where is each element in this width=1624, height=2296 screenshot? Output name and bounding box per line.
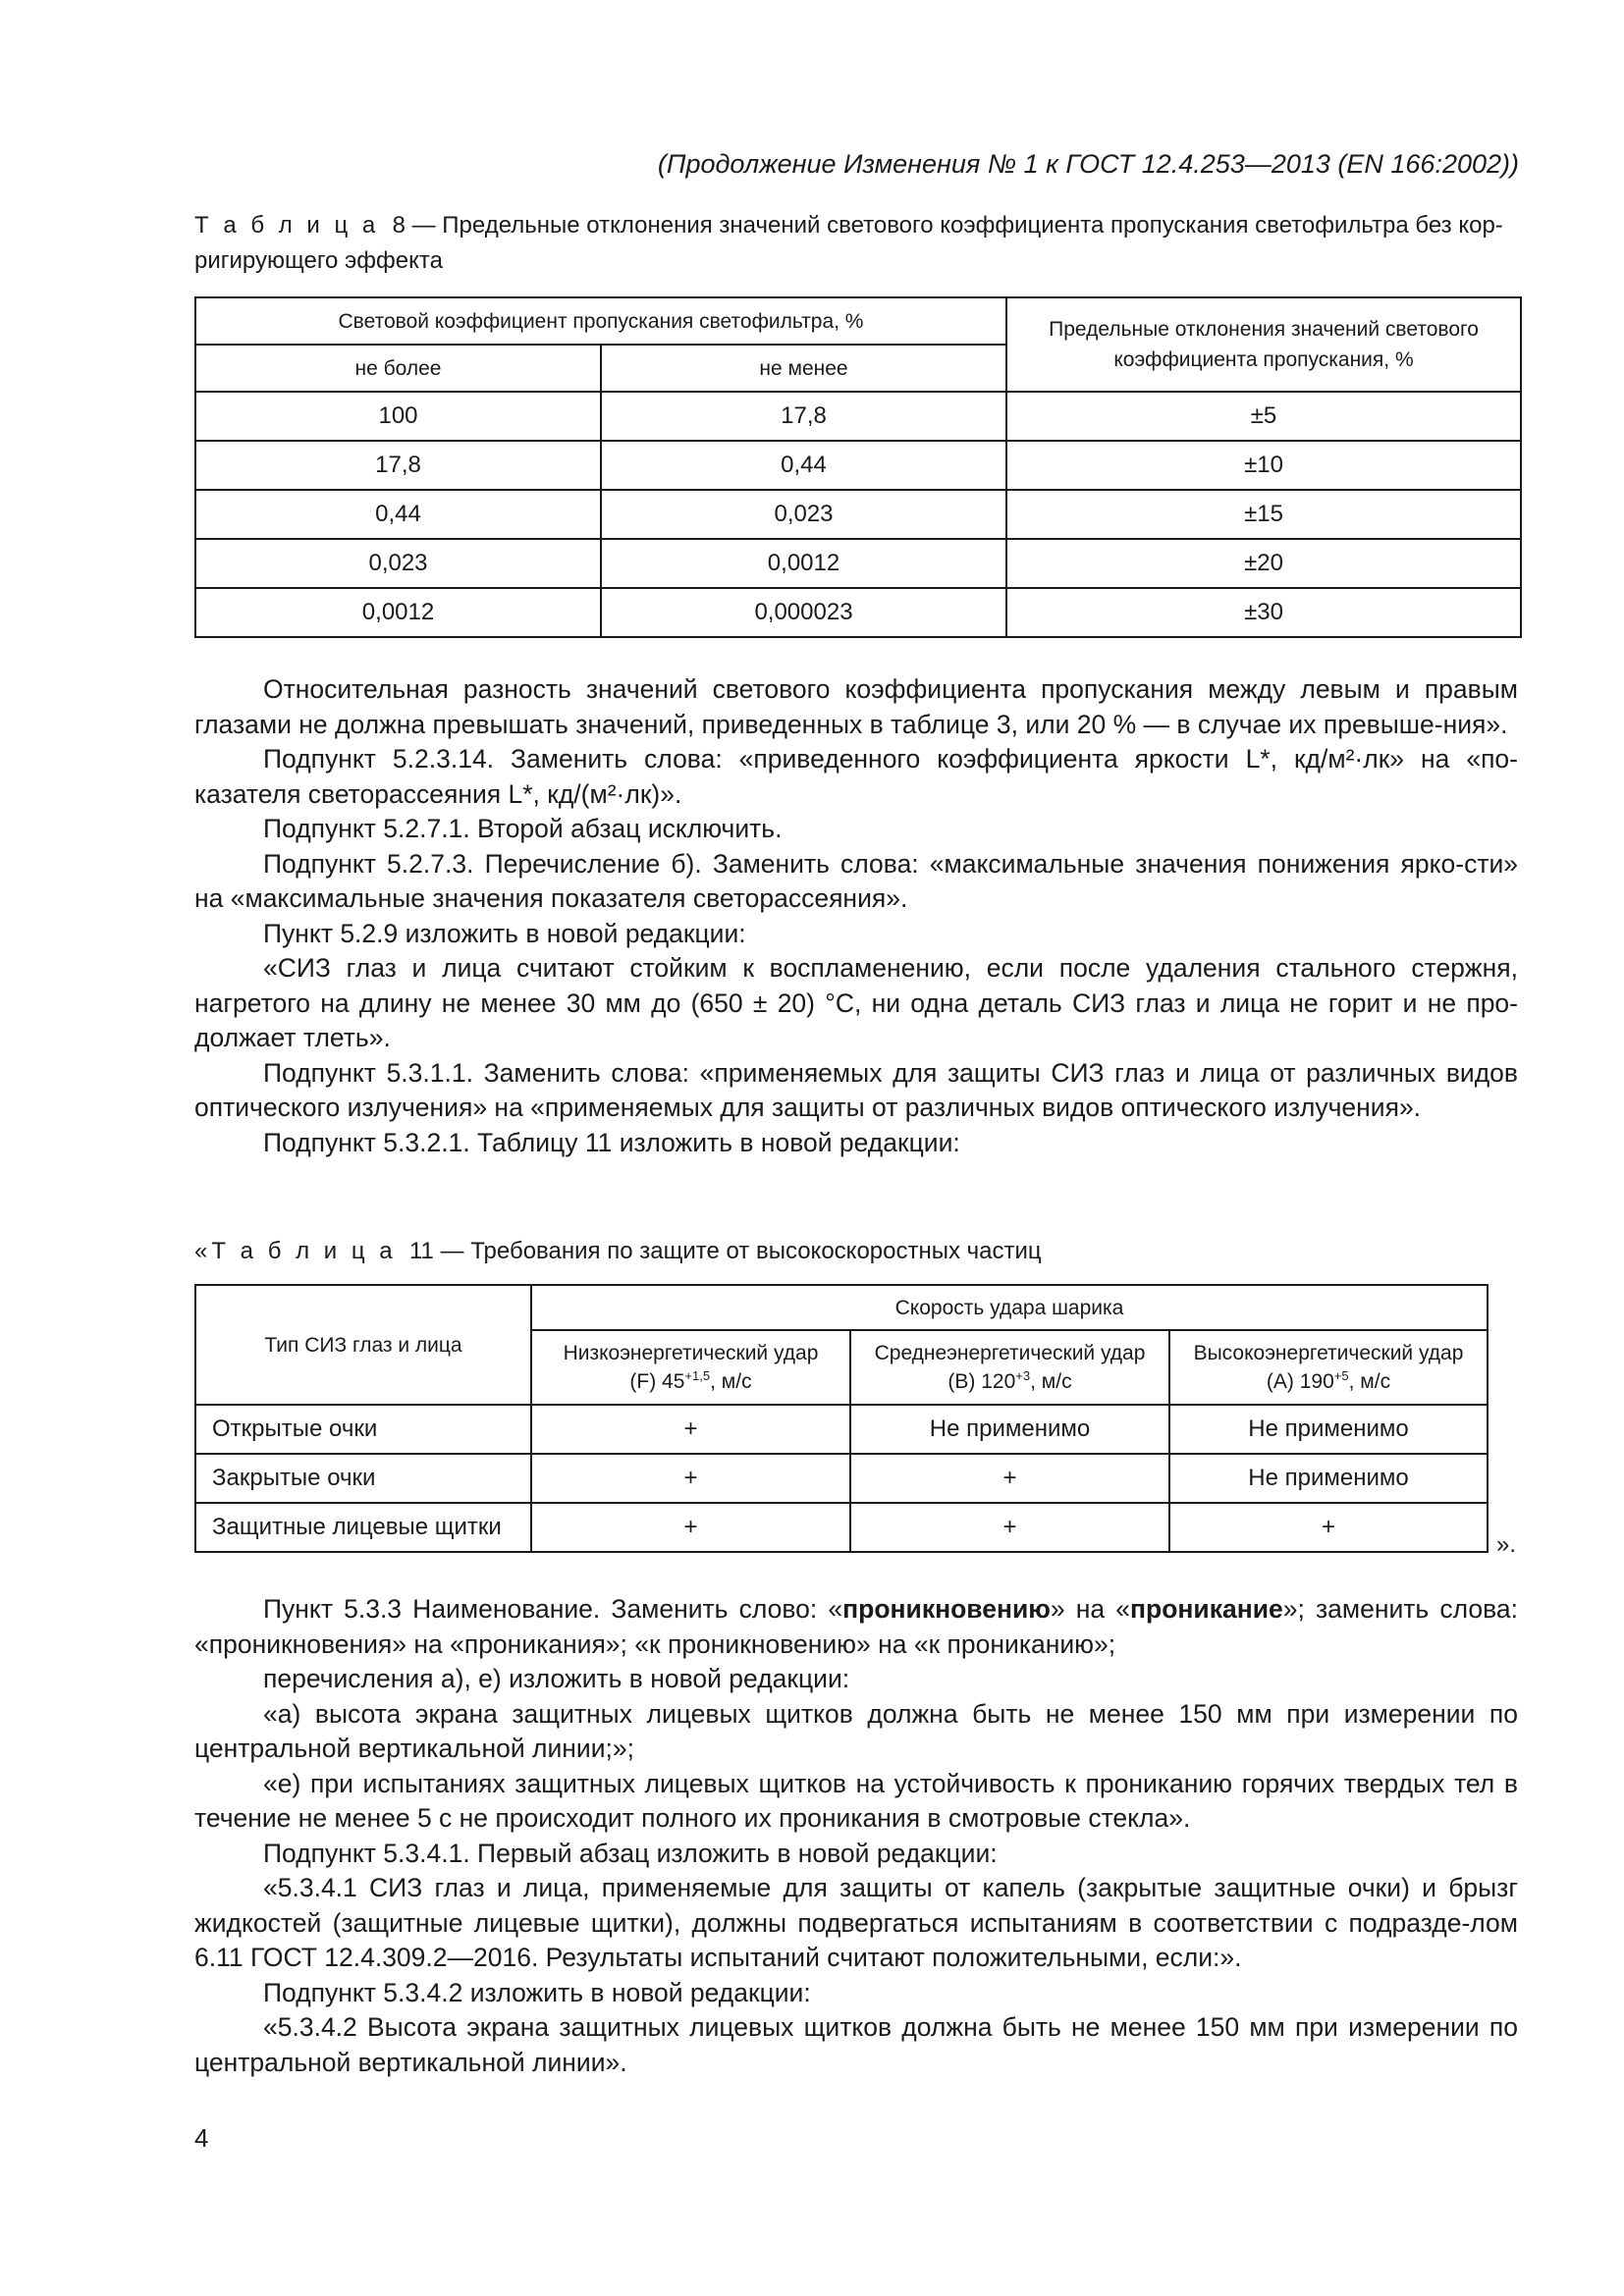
table-cell: + [1169, 1503, 1488, 1552]
page-number: 4 [194, 2123, 209, 2153]
table11-closing-quote: ». [1496, 1531, 1517, 1558]
table-cell: 0,44 [601, 441, 1006, 490]
table11-caption [194, 1234, 1042, 1269]
paragraph: «СИЗ глаз и лица считают стойким к воспламенению, если после удаления стального стержня, нагретого на длину не менее 30 мм до (650 ± 20) °С, ни одна деталь СИЗ глаз и лица не горит и не про-должает тлеть». [194, 953, 1518, 1052]
table11-header-low: Низкоэнергетический удар (F) $45^{+1,5}$, м/с [531, 1330, 850, 1405]
table-cell: 17,8 [601, 392, 1006, 441]
paragraph: «5.3.4.2 Высота экрана защитных лицевых щитков должна быть не менее 150 мм при измерении по центральной вертикальной линии». [194, 2012, 1518, 2077]
table8-caption-label: Т а б л и ц а [194, 212, 380, 239]
amendment-text-block-2 [194, 1592, 1518, 2080]
table-cell: + [850, 1454, 1169, 1503]
table8-caption-line1: 8 — Предельные отклонения значений светового коэффициента пропускания светофильтра без кор- [392, 212, 1503, 239]
table-cell: + [531, 1405, 850, 1454]
table-cell: Защитные лицевые щитки [195, 1503, 531, 1552]
table-cell: + [850, 1503, 1169, 1552]
text-run: » на « [1050, 1594, 1131, 1624]
table-row [195, 441, 1521, 490]
paragraph: Относительная разность значений светового коэффициента пропускания между левым и правым глазами не должна превышать значений, приведенных в таблице 3, или 20 % — в случае их превыше-ния». [194, 674, 1518, 739]
paragraph: «а) высота экрана защитных лицевых щитков должна быть не менее 150 мм при измерении по центральной вертикальной линии;»; [194, 1698, 1518, 1763]
table-cell: ±15 [1006, 490, 1521, 539]
text-run: Пункт 5.3.3 Наименование. Заменить слово: « [263, 1594, 843, 1624]
table-row [195, 490, 1521, 539]
table-cell: 0,023 [195, 539, 601, 588]
table-cell: ±10 [1006, 441, 1521, 490]
table-cell: 0,0012 [601, 539, 1006, 588]
amendment-text-block-1 [194, 672, 1518, 1160]
paragraph: Подпункт 5.2.7.1. Второй абзац исключить. [263, 814, 783, 843]
paragraph: Подпункт 5.3.4.2 изложить в новой редакции: [263, 1977, 811, 2007]
paragraph: Подпункт 5.2.7.3. Перечисление б). Заменить слова: «максимальные значения понижения ярко-сти» на «максимальные значения показателя светорассеяния». [194, 848, 1518, 913]
table11-header-type: Тип СИЗ глаз и лица [195, 1285, 531, 1405]
table8-caption-line2: ригирующего эффекта [194, 247, 443, 274]
table8-header-min: не менее [601, 345, 1006, 392]
table8-header-group: Световой коэффициент пропускания светофильтра, % [195, 297, 1006, 345]
table11-caption-title: 11 — Требования по защите от высокоскоростных частиц [408, 1238, 1042, 1264]
paragraph: «е) при испытаниях защитных лицевых щитков на устойчивость к прониканию горячих твердых тел в течение не менее 5 с не происходит полного их проникания в смотровые стекла». [194, 1768, 1518, 1833]
paragraph: Подпункт 5.3.2.1. Таблицу 11 изложить в новой редакции: [263, 1127, 960, 1157]
table-row [195, 1405, 1488, 1454]
table11-header-high: Высокоэнергетический удар (A) $190^{+5}$, м/с [1169, 1330, 1488, 1405]
bold-term: проникновению [842, 1594, 1051, 1624]
table-cell: 17,8 [195, 441, 601, 490]
table-cell: 0,44 [195, 490, 601, 539]
paragraph [194, 1592, 1518, 1662]
table-cell: + [531, 1454, 850, 1503]
table8-caption [194, 208, 1503, 279]
page-header: (Продолжение Изменения № 1 к ГОСТ 12.4.253—2013 (EN 166:2002)) [657, 149, 1519, 179]
table-cell: + [531, 1503, 850, 1552]
table8-header-deviation: Предельные отклонения значений светового коэффициента пропускания, % [1006, 297, 1521, 392]
table-row [195, 1454, 1488, 1503]
paragraph: Пункт 5.2.9 изложить в новой редакции: [263, 918, 746, 948]
table-row [195, 1503, 1488, 1552]
paragraph: «5.3.4.1 СИЗ глаз и лица, применяемые для защиты от капель (закрытые защитные очки) и брызг жидкостей (защитные лицевые щитки), должны подвергаться испытаниям в соответствии с подразде-лом 6.11 ГОСТ 12.4.309.2—2016. Результаты испытаний считают положительными, если:». [194, 1873, 1518, 1972]
text-run: »; заменить слова: «проникновения» на «проникания»; «к проникновению» на «к прониканию»; [194, 1594, 1518, 1659]
bold-term: проникание [1130, 1594, 1283, 1624]
paragraph: перечисления а), е) изложить в новой редакции: [263, 1664, 850, 1693]
table-cell: ±5 [1006, 392, 1521, 441]
table-cell: 0,000023 [601, 588, 1006, 637]
table11-header-group: Скорость удара шарика [531, 1285, 1488, 1330]
table-cell: Не применимо [1169, 1405, 1488, 1454]
paragraph: Подпункт 5.2.3.14. Заменить слова: «приведенного коэффициента яркости L*, кд/м²·лк» на «по-казателя светорассеяния L*, кд/(м²·лк)». [194, 744, 1518, 809]
table-cell: ±30 [1006, 588, 1521, 637]
table-row [195, 539, 1521, 588]
table-cell: Закрытые очки [195, 1454, 531, 1503]
table-cell: ±20 [1006, 539, 1521, 588]
paragraph: Подпункт 5.3.1.1. Заменить слова: «применяемых для защиты СИЗ глаз и лица от различных видов оптического излучения» на «применяемых для защиты от различных видов оптического излучения». [194, 1057, 1518, 1122]
table11-header-mid: Среднеэнергетический удар (B) $120^{+3}$, м/с [850, 1330, 1169, 1405]
table-cell: 0,023 [601, 490, 1006, 539]
table11-caption-label: «Т а б л и ц а [194, 1238, 397, 1264]
table8 [194, 296, 1522, 638]
table-cell: Открытые очки [195, 1405, 531, 1454]
table-row [195, 588, 1521, 637]
paragraph: Подпункт 5.3.4.1. Первый абзац изложить в новой редакции: [263, 1838, 998, 1868]
table-cell: 100 [195, 392, 601, 441]
table-row [195, 392, 1521, 441]
table-cell: 0,0012 [195, 588, 601, 637]
table8-header-max: не более [195, 345, 601, 392]
table-cell: Не применимо [850, 1405, 1169, 1454]
table11 [194, 1284, 1489, 1553]
table-cell: Не применимо [1169, 1454, 1488, 1503]
